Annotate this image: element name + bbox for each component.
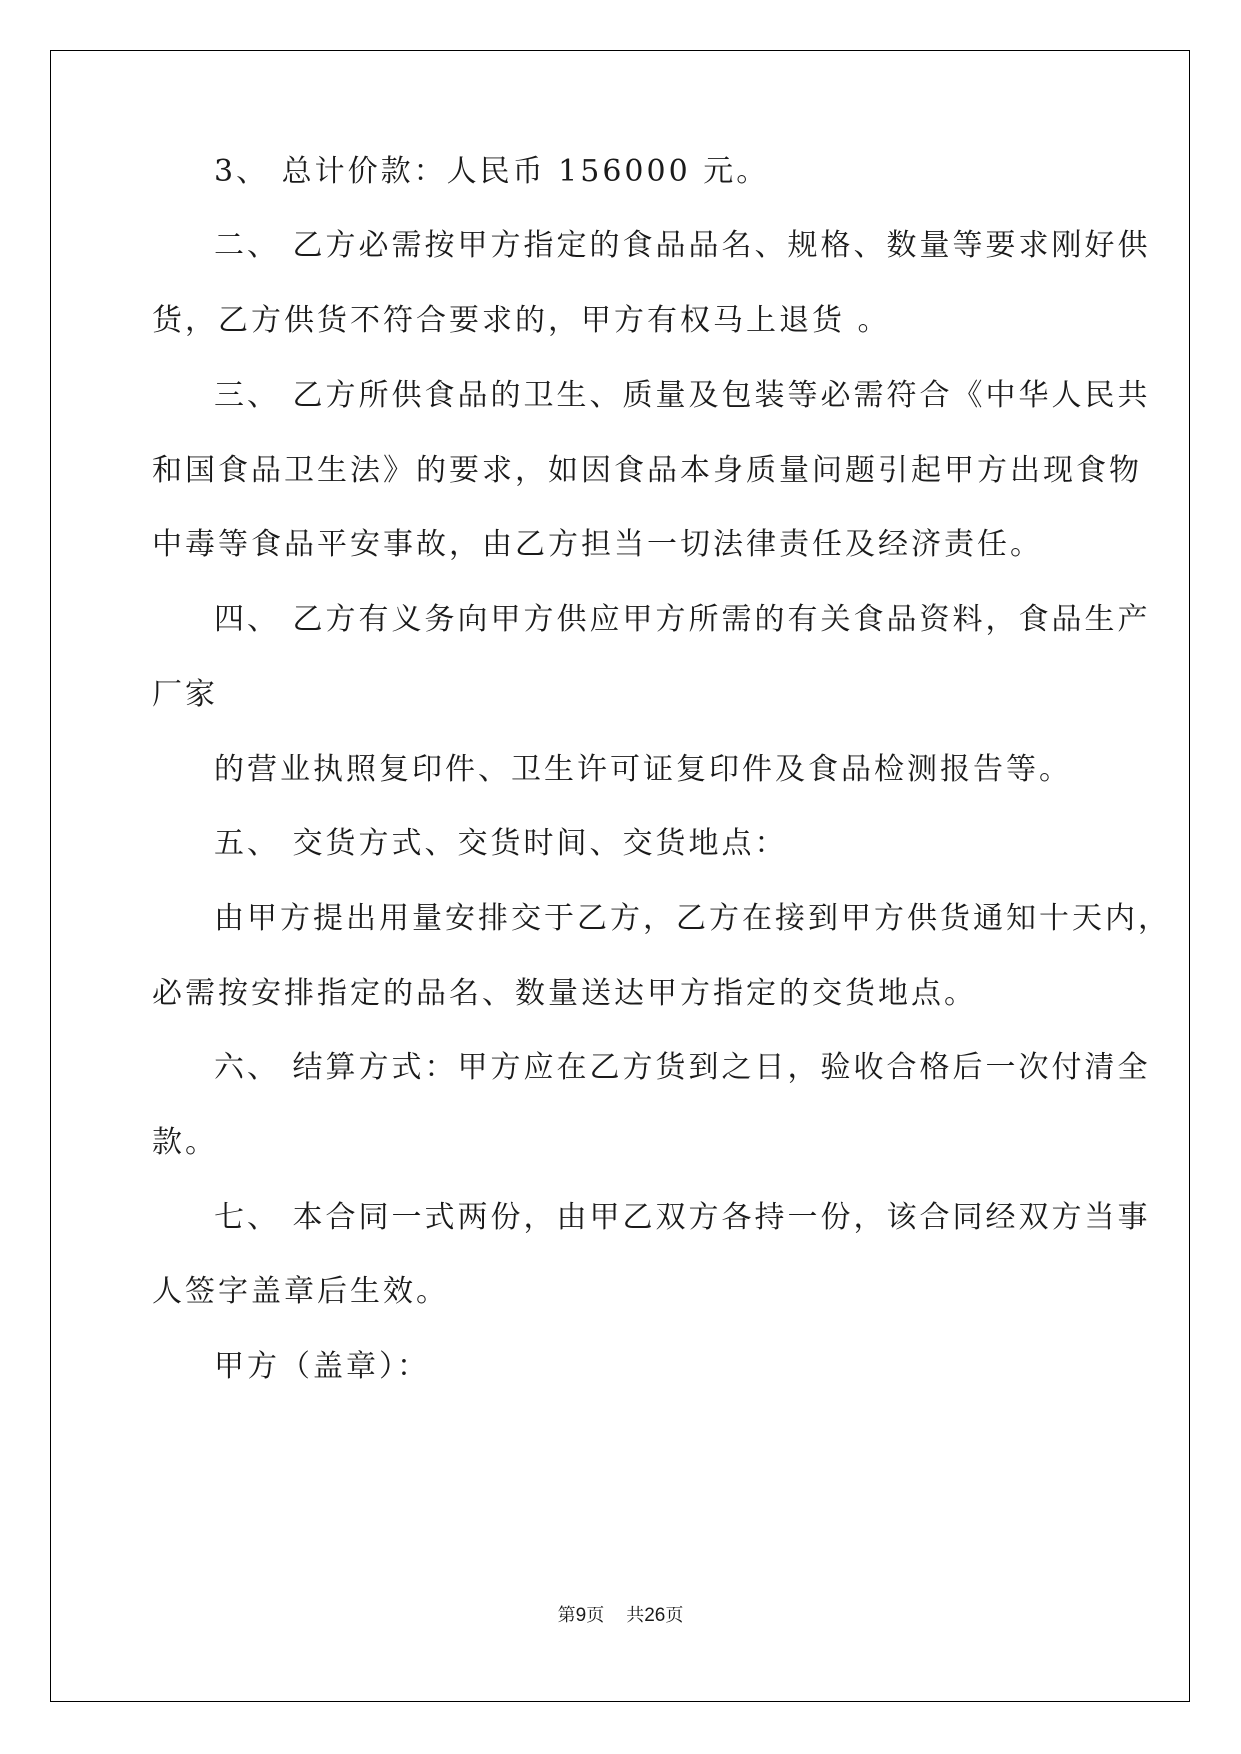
- paragraph-line: 六、 结算方式：甲方应在乙方货到之日，验收合格后一次付清全: [214, 1050, 1151, 1085]
- page-border: [50, 50, 1190, 1702]
- paragraph-line: 的营业执照复印件、卫生许可证复印件及食品检测报告等。: [214, 752, 1072, 787]
- page-suffix: 页: [586, 1605, 605, 1626]
- page-prefix: 第: [557, 1605, 576, 1626]
- paragraph-line: 厂家: [152, 677, 218, 712]
- paragraph-line: 和国食品卫生法》的要求，如因食品本身质量问题引起甲方出现食物: [152, 453, 1142, 488]
- paragraph-line: 二、 乙方必需按甲方指定的食品品名、规格、数量等要求刚好供: [214, 228, 1151, 263]
- paragraph-line: 货，乙方供货不符合要求的，甲方有权马上退货 。: [152, 303, 891, 338]
- paragraph-line: 三、 乙方所供食品的卫生、质量及包装等必需符合《中华人民共: [214, 378, 1151, 413]
- total-suffix: 页: [665, 1605, 684, 1626]
- paragraph-line: 五、 交货方式、交货时间、交货地点：: [214, 826, 788, 861]
- paragraph-line: 四、 乙方有义务向甲方供应甲方所需的有关食品资料，食品生产: [214, 602, 1151, 637]
- paragraph-line: 款。: [152, 1125, 218, 1160]
- paragraph-line: 人签字盖章后生效。: [152, 1274, 449, 1309]
- paragraph-line: 甲方（盖章）：: [214, 1349, 430, 1384]
- page-total: 26: [644, 1605, 666, 1626]
- page-current: 9: [575, 1605, 587, 1626]
- paragraph-line: 七、 本合同一式两份，由甲乙双方各持一份，该合同经双方当事: [214, 1200, 1151, 1235]
- paragraph-line: 3、 总计价款：人民币 156000 元。: [214, 154, 770, 189]
- total-prefix: 共: [626, 1605, 645, 1626]
- paragraph-line: 必需按安排指定的品名、数量送达甲方指定的交货地点。: [152, 976, 977, 1011]
- paragraph-line: 由甲方提出用量安排交于乙方，乙方在接到甲方供货通知十天内，: [214, 901, 1171, 936]
- paragraph-line: 中毒等食品平安事故，由乙方担当一切法律责任及经济责任。: [152, 527, 1043, 562]
- page-number-footer: [0, 1604, 1241, 1628]
